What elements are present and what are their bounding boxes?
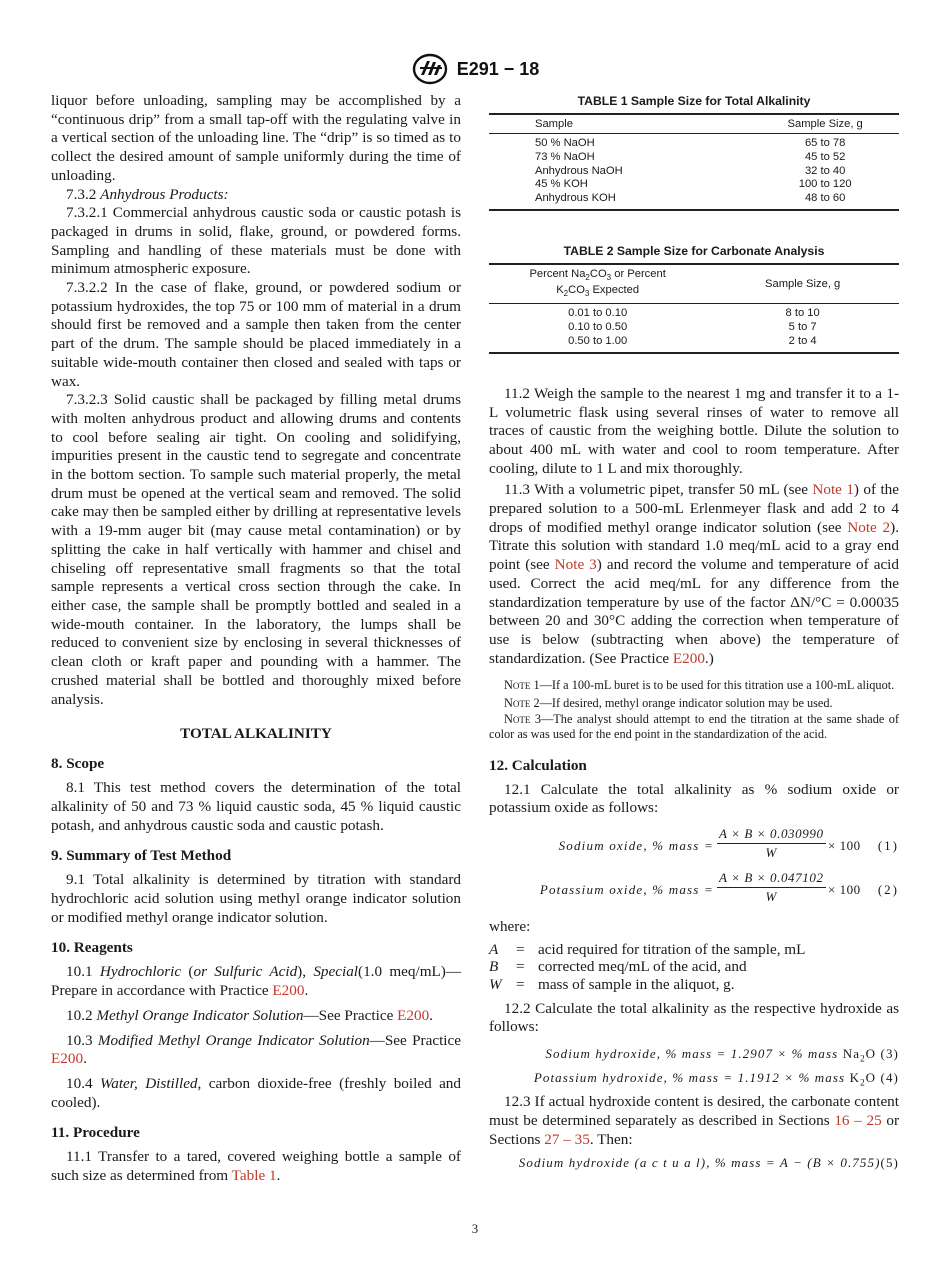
section-11-2: 11.2 Weigh the sample to the nearest 1 mg and transfer it to a 1-L volumetric flask using several rinses of water to remove all traces of caustic from the weighing bottle. Dilute the solution to about 400 mL with water and cool to room temperature. After cooling, dilute to 1 L and mix thoroughly. (489, 384, 899, 477)
section-11-3: 11.3 With a volumetric pipet, transfer 50 mL (see Note 1) of the prepared solution to a 500-mL Erlenmeyer flask and add 2 to 4 drops of modified methyl orange indicator solution (see Note 2). Titrate this solution with standard 1.0 meq/mL acid to a gray end point (see Note 3) and record the volume and temperature of acid used. Correct the acid meq/mL for any difference from the standardization temperature by use of the factor ΔN/°C = 0.00035 between 20 and 30°C adding the correction when temperature of use is below (subtracting when above) the temperature of standardization. (See Practice E200.) (489, 481, 900, 667)
section-11-1: 11.1 Transfer to a tared, covered weighing bottle a sample of such size as determined from Table 1. (51, 1148, 461, 1185)
astm-logo-icon (411, 53, 449, 85)
section-10-2: 10.2 Methyl Orange Indicator Solution—See Practice E200. (66, 1006, 433, 1024)
page-number: 3 (471, 1222, 479, 1236)
equation-1: Sodium oxide, % mass = $\frac{A \times B \times 0.030990}{W}$ × 100 (1) (558, 826, 899, 861)
section-9-1: 9.1 Total alkalinity is determined by titration with standard hydrochloric acid solution using methyl orange indicator solution or modified methyl orange indicator solution. (51, 871, 461, 926)
equation-2: Potassium oxide, % mass = $\frac{A \times B \times 0.047102}{W}$ × 100 (2) (539, 870, 899, 905)
table-row: 50 % NaOH 65 to 78 (535, 137, 846, 149)
list-item: W = mass of sample in the aliquot, g. (489, 976, 735, 994)
table-2-header-size: Sample Size, g (706, 264, 899, 304)
table-2-header-percent: Percent $Na_2CO_3$ or Percent $K_2CO_3$ Expected (489, 264, 706, 304)
intro-paragraph: liquor before unloading, sampling may be accomplished by a “continuous drip” from a small tap-off with the regulating valve in a vertical section of the unloading line. The “drip” is so timed as to collect the desired amount of sample uniformly during the time of unloading. (51, 92, 461, 184)
section-12-1: 12.1 Calculate the total alkalinity as % sodium oxide or potassium oxide as follows: (489, 780, 899, 817)
section-12-3: 12.3 If actual hydroxide content is desired, the carbonate content must be determined separately as described in Sections 16 – 25 or Sections 27 – 35. Then: (489, 1093, 900, 1148)
sections-27-35-link[interactable]: 27 – 35 (544, 1130, 590, 1148)
note-3: Note 3—The analyst should attempt to end the titration at the same shade of color as was used for the end point in the standardization of the acid. (489, 711, 899, 742)
table-row: 45 % KOH 100 to 120 (535, 178, 852, 191)
equation-5: Sodium hydroxide (a c t u a l), % mass = A − (B × 0.755)(5) (518, 1155, 899, 1171)
heading-10-reagents: 10. Reagents (51, 939, 133, 957)
e200-link[interactable]: E200 (51, 1050, 84, 1068)
page-header (0, 52, 950, 86)
section-10-4: 10.4 Water, Distilled, carbon dioxide-free (freshly boiled and cooled). (51, 1074, 461, 1111)
sections-16-25-link[interactable]: 16 – 25 (834, 1111, 882, 1129)
heading-8-scope: 8. Scope (51, 755, 105, 773)
where-label: where: (489, 918, 531, 936)
note-1: Note 1—If a 100-mL buret is to be used for this titration use a 100-mL aliquot. (504, 678, 895, 693)
note-2: Note 2—If desired, methyl orange indicator solution may be used. (504, 695, 833, 710)
table-row: 0.50 to 1.00 2 to 4 (568, 335, 817, 348)
table-row: 0.10 to 0.50 5 to 7 (568, 321, 817, 334)
e200-link[interactable]: E200 (397, 1006, 430, 1024)
table-1 (489, 113, 899, 211)
section-10-1: 10.1 Hydrochloric (or Sulfuric Acid), Special(1.0 meq/mL)—Prepare in accordance with Practice E200. (51, 963, 462, 1000)
heading-11-procedure: 11. Procedure (51, 1124, 140, 1142)
equation-3: Sodium hydroxide, % mass = 1.2907 × % mass $Na_2O$ (3) (545, 1046, 899, 1064)
total-alkalinity-heading: TOTAL ALKALINITY (180, 725, 332, 743)
section-7-3-2-2: 7.3.2.2 In the case of flake, ground, or powdered sodium or potassium hydroxides, the top 75 or 100 mm of material in a drum should first be removed and a sample then taken from the center part of the drum. The sample should be placed immediately in a suitable wide-mouth container then closed and sealed with taps or wax. (51, 279, 461, 390)
section-7-3-2: 7.3.2 Anhydrous Products: (66, 185, 229, 203)
note-1-link[interactable]: Note 1 (812, 481, 854, 499)
left-column (51, 92, 461, 1186)
note-3-link[interactable]: Note 3 (554, 556, 597, 574)
section-7-3-2-1: 7.3.2.1 Commercial anhydrous caustic soda or caustic potash is packaged in drums in solid, flake, ground, or powdered forms. Sampling and handling of these materials must be done with minimum atmospheric exposure. (51, 204, 461, 278)
table-1-title: TABLE 1 Sample Size for Total Alkalinity (577, 94, 811, 108)
list-item: B = corrected meq/mL of the acid, and (489, 958, 747, 976)
table-1-header-sample: Sample (489, 114, 751, 134)
table-1-link[interactable]: Table 1 (231, 1167, 277, 1185)
right-column (489, 92, 899, 1177)
heading-12-calculation: 12. Calculation (489, 756, 587, 774)
note-2-link[interactable]: Note 2 (847, 518, 891, 536)
list-item: A = acid required for titration of the sample, mL (489, 940, 806, 958)
e200-link[interactable]: E200 (272, 982, 305, 1000)
table-1-header-size: Sample Size, g (751, 114, 899, 134)
equation-4: Potassium hydroxide, % mass = 1.1912 × % mass $K_2O$ (4) (533, 1069, 899, 1088)
section-10-3: 10.3 Modified Methyl Orange Indicator Solution—See Practice E200. (51, 1031, 461, 1068)
table-2-title: TABLE 2 Sample Size for Carbonate Analysis (563, 243, 825, 258)
definitions-list (489, 941, 899, 994)
e200-link[interactable]: E200 (672, 649, 705, 667)
heading-9-summary: 9. Summary of Test Method (51, 847, 232, 865)
section-12-2: 12.2 Calculate the total alkalinity as the respective hydroxide as follows: (489, 999, 899, 1036)
table-row: 0.01 to 0.10 8 to 10 (568, 307, 820, 320)
section-7-3-2-3: 7.3.2.3 Solid caustic shall be packaged by filling metal drums with molten anhydrous product and allowing drums and contents to cool before sealing air tight. On cooling and solidifying, impurities present in the caustic tend to segregate and concentrate in the bottom section. To sample such material properly, the metal drum must be opened at the vertical seam and removed. The solid cake may then be sampled either by drilling at representative levels with a 19-mm auger bit (may cause metal contamination) or by splitting the cake in half vertically with hammer and chisel and chiseling off representative small fragments so that the total sample represents a vertical cross section through the cake. In either case, the sample shall be promptly bottled and sealed in a wide-mouth container. In the laboratory, the lumps shall be reduced to convenient size by enclosing in several thicknesses of clean cloth or kraft paper and pounding with a hammer. The crushed material shall be bottled and thoroughly mixed before analysis. (51, 391, 461, 708)
table-2 (489, 263, 899, 354)
table-row: Anhydrous KOH 48 to 60 (535, 192, 846, 205)
table-row: Anhydrous NaOH 32 to 40 (535, 164, 846, 177)
designation: E291 − 18 (456, 58, 540, 79)
section-8-1: 8.1 This test method covers the determination of the total alkalinity of 50 and 73 % liquid caustic soda, 45 % liquid caustic potash, and anhydrous caustic soda and caustic potash. (51, 779, 461, 834)
table-row: 73 % NaOH 45 to 52 (535, 150, 846, 163)
